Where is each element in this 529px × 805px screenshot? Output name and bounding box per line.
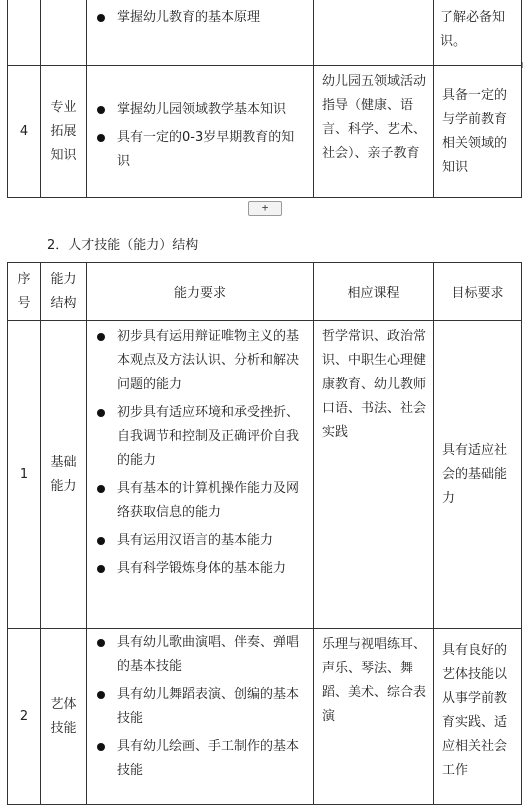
table-header-row bbox=[8, 263, 522, 321]
structure-cell bbox=[41, 0, 87, 66]
table-row bbox=[8, 321, 522, 629]
bullet-icon bbox=[97, 565, 105, 573]
list-item: 具有一定的0-3岁早期教育的知识 bbox=[93, 126, 307, 174]
target-text: 了解必备知识。 bbox=[440, 10, 506, 49]
structure-cell: 艺体技能 bbox=[41, 629, 87, 805]
requirements-cell bbox=[87, 0, 314, 66]
bullet-icon bbox=[97, 691, 105, 699]
header-requirements: 能力要求 bbox=[87, 263, 314, 321]
list-item: 掌握幼儿教育的基本原理 bbox=[93, 6, 307, 30]
bullet-icon bbox=[97, 639, 105, 647]
header-courses: 相应课程 bbox=[314, 263, 434, 321]
target-cell bbox=[434, 0, 522, 66]
structure-cell: 基础能力 bbox=[41, 321, 87, 629]
table-row bbox=[8, 0, 522, 66]
target-cell: 具有良好的艺体技能以从事学前教育实践、适应相关社会工作 bbox=[434, 629, 522, 805]
knowledge-table bbox=[7, 0, 522, 198]
bullet-icon bbox=[97, 485, 105, 493]
courses-cell: 乐理与视唱练耳、声乐、琴法、舞蹈、美术、综合表演 bbox=[314, 629, 434, 805]
structure-cell: 专业拓展知识 bbox=[41, 66, 87, 198]
table-row bbox=[8, 629, 522, 805]
requirements-cell bbox=[87, 321, 314, 629]
num-cell: 1 bbox=[8, 321, 41, 629]
list-item: 具有运用汉语言的基本能力 bbox=[93, 529, 307, 553]
list-item: 具有幼儿歌曲演唱、伴奏、弹唱的基本技能 bbox=[93, 631, 307, 679]
list-item: 初步具有运用辩证唯物主义的基本观点及方法认识、分析和解决问题的能力 bbox=[93, 325, 307, 397]
list-item: 具有幼儿舞蹈表演、创编的基本技能 bbox=[93, 683, 307, 731]
bullet-icon bbox=[97, 537, 105, 545]
expand-button[interactable]: + bbox=[248, 201, 282, 216]
bullet-icon bbox=[97, 409, 105, 417]
num-cell: 2 bbox=[8, 629, 41, 805]
header-num: 序号 bbox=[8, 263, 41, 321]
target-cell: 具备一定的与学前教育相关领域的知识 bbox=[434, 66, 522, 198]
header-target: 目标要求 bbox=[434, 263, 522, 321]
list-item: 掌握幼儿园领域教学基本知识 bbox=[93, 98, 307, 122]
courses-cell: 幼儿园五领域活动指导（健康、语言、科学、艺术、社会）、亲子教育 bbox=[314, 66, 434, 198]
skills-table bbox=[7, 262, 522, 805]
num-cell: 4 bbox=[8, 66, 41, 198]
num-cell bbox=[8, 0, 41, 66]
header-structure: 能力结构 bbox=[41, 263, 87, 321]
requirements-cell bbox=[87, 629, 314, 805]
bullet-icon bbox=[97, 134, 105, 142]
bullet-icon bbox=[97, 743, 105, 751]
table-row bbox=[8, 66, 522, 198]
bullet-icon bbox=[97, 333, 105, 341]
requirements-cell bbox=[87, 66, 314, 198]
list-item: 具有幼儿绘画、手工制作的基本技能 bbox=[93, 735, 307, 783]
edge-marker bbox=[522, 62, 529, 68]
bullet-icon bbox=[97, 106, 105, 114]
list-item: 初步具有适应环境和承受挫折、自我调节和控制及正确评价自我的能力 bbox=[93, 401, 307, 473]
section-title: 2．人才技能（能力）结构 bbox=[47, 238, 199, 253]
target-cell: 具有适应社会的基础能力 bbox=[434, 321, 522, 629]
courses-cell bbox=[314, 0, 434, 66]
list-item: 具有科学锻炼身体的基本能力 bbox=[93, 557, 307, 581]
list-item: 具有基本的计算机操作能力及网络获取信息的能力 bbox=[93, 477, 307, 525]
bullet-icon bbox=[97, 14, 105, 22]
courses-cell: 哲学常识、政治常识、中职生心理健康教育、幼儿教师口语、书法、社会实践 bbox=[314, 321, 434, 629]
